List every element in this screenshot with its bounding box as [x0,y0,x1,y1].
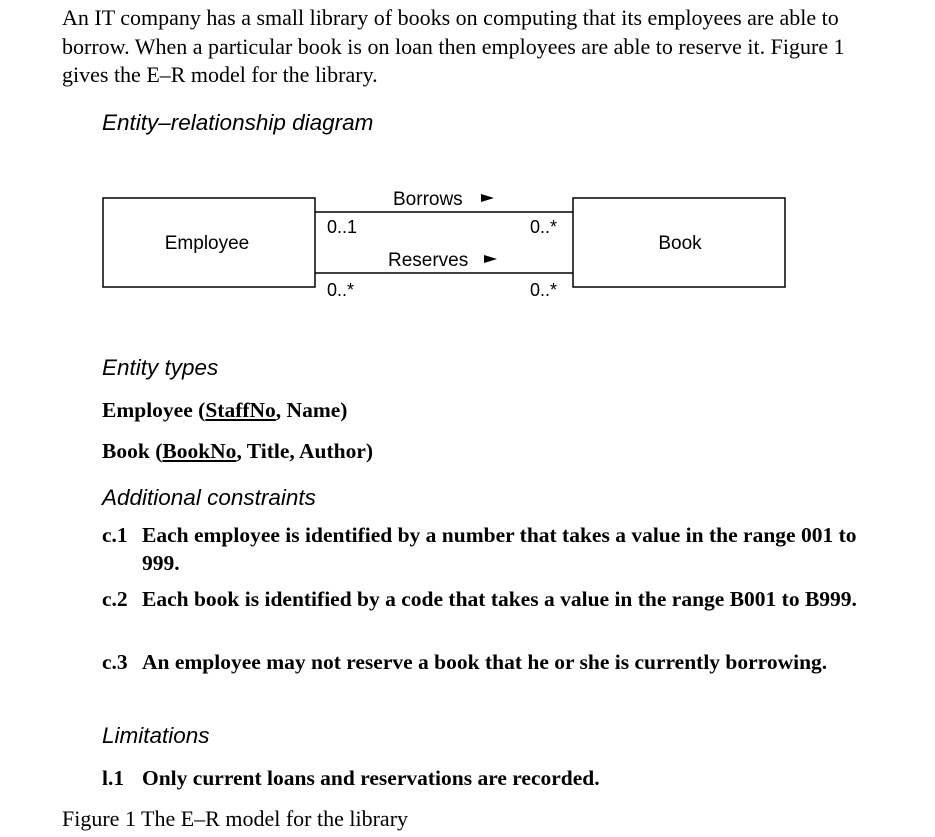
employee-key-attribute: StaffNo [205,398,276,422]
borrows-direction-arrow [481,194,494,202]
constraint-number: c.2 [102,587,128,611]
employee-type-name: Employee [102,398,193,422]
constraint-number: c.1 [102,523,128,547]
book-entity-label: Book [658,233,702,254]
limitations-heading: Limitations [102,723,210,748]
book-type-name: Book [102,439,150,463]
erd-heading: Entity–relationship diagram [102,110,374,135]
limitation-text: Only current loans and reservations are recorded. [142,766,600,790]
figure-caption: Figure 1 The E–R model for the library [62,806,409,831]
constraints-heading: Additional constraints [102,485,316,510]
borrows-book-multiplicity: 0..* [530,217,558,237]
constraint-item [102,521,872,577]
book-key-attribute: BookNo [162,439,237,463]
employee-other-attributes: , Name) [275,398,348,422]
reserves-employee-multiplicity: 0..* [327,280,355,300]
constraint-text: Each employee is identified by a number that takes a value in the range 001 to 999. [142,523,857,575]
constraint-item [102,585,872,613]
reserves-label: Reserves [388,250,469,271]
constraint-text: Each book is identified by a code that takes a value in the range B001 to B999. [142,587,857,611]
constraint-text: An employee may not reserve a book that he or she is currently borrowing. [142,650,828,674]
entity-types-heading: Entity types [102,355,219,380]
borrows-label: Borrows [393,189,463,210]
limitation-item [102,764,872,792]
borrows-employee-multiplicity: 0..1 [327,217,358,237]
limitation-number: l.1 [102,766,125,790]
employee-entity-type: Employee (StaffNo, Name) [102,398,348,422]
reserves-book-multiplicity: 0..* [530,280,558,300]
constraint-item [102,648,872,676]
reserves-direction-arrow [484,255,497,263]
intro-paragraph: An IT company has a small library of books on computing that its employees are able to borrow. When a particular book is on loan then employees are able to reserve it. Figure 1 gives the E–R model for the library. [62,5,845,87]
book-entity-type: Book (BookNo, Title, Author) [102,439,374,463]
employee-entity-label: Employee [164,233,250,254]
book-other-attributes: , Title, Author) [236,439,374,463]
constraint-number: c.3 [102,650,128,674]
er-diagram [0,0,935,340]
